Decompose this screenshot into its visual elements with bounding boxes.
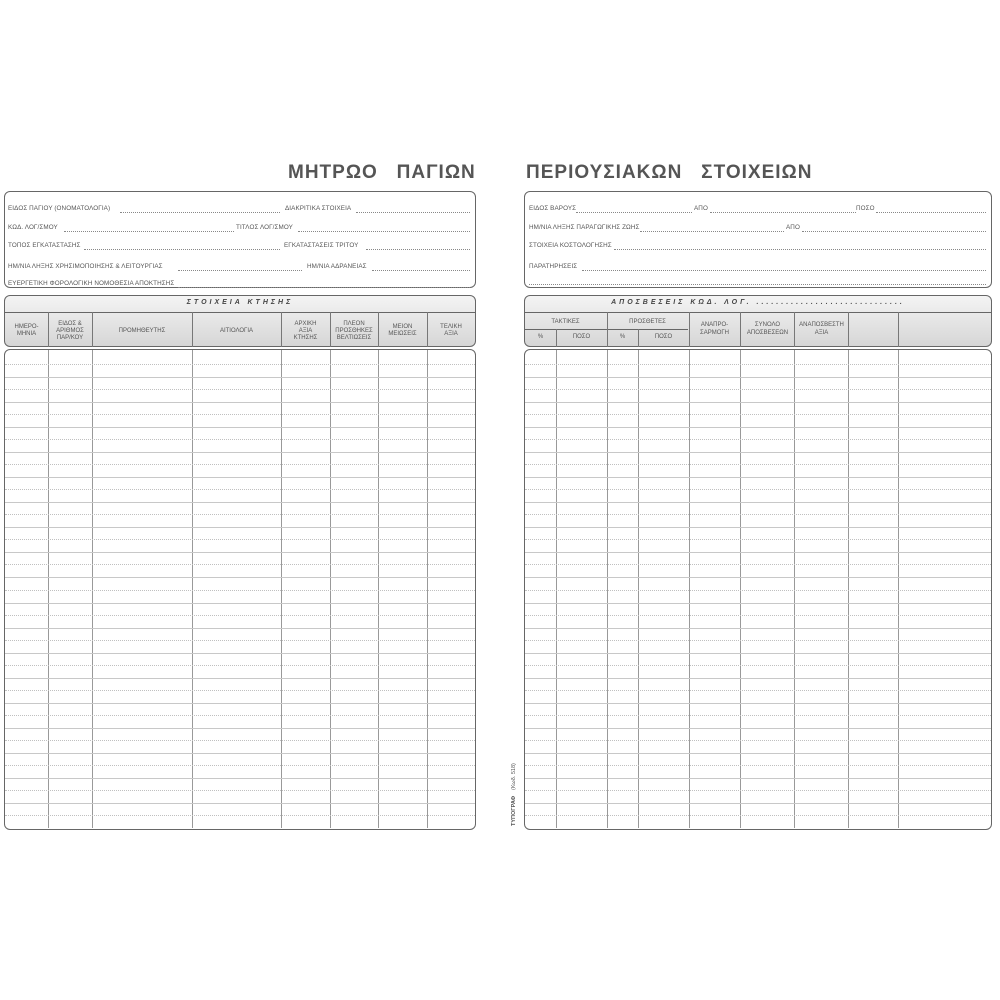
right-table-col-line bbox=[556, 350, 557, 828]
right-table-row-line[interactable] bbox=[525, 628, 991, 629]
left-table-row-line[interactable] bbox=[5, 728, 475, 729]
right-table-row-midline bbox=[525, 790, 991, 791]
form-title-right: ΠΕΡΙΟΥΣΙΑΚΩΝ ΣΤΟΙΧΕΙΩΝ bbox=[526, 162, 813, 183]
right-table-row-midline bbox=[525, 740, 991, 741]
left-table-row-line[interactable] bbox=[5, 527, 475, 528]
left-table-row-line[interactable] bbox=[5, 753, 475, 754]
left-col-header-1-line-2: ΜΗΝΙΑ bbox=[16, 331, 37, 337]
eidos-varous-label: ΕΙΔΟΣ ΒΑΡΟΥΣ bbox=[529, 205, 577, 212]
right-table-row-line[interactable] bbox=[525, 778, 991, 779]
nomothesia-field[interactable] bbox=[178, 287, 470, 288]
left-table-row-midline bbox=[5, 489, 475, 490]
aposveseis-title: ΑΠΟΣΒΕΣΕΙΣ ΚΩΔ. ΛΟΓ. .............................. bbox=[611, 299, 905, 306]
right-table-col-line bbox=[607, 350, 608, 828]
left-col-header-1-line-1: ΗΜΕΡΟ- bbox=[14, 324, 39, 330]
left-table-row-line[interactable] bbox=[5, 703, 475, 704]
paratiriseis-field[interactable] bbox=[582, 270, 986, 271]
right-table-row-midline bbox=[525, 765, 991, 766]
left-table-col-line bbox=[48, 350, 49, 828]
right-table-row-midline bbox=[525, 715, 991, 716]
left-col-header-2-line-1: ΕΙΔΟΣ & bbox=[58, 320, 82, 327]
synolo-line2: ΑΠΟΣΒΕΣΕΩΝ bbox=[746, 330, 789, 336]
left-col-header-4-line-1: ΑΙΤΙΟΛΟΓΙΑ bbox=[219, 327, 254, 334]
left-col-header-2-line-2: ΑΡΙΘΜΟΣ bbox=[56, 327, 84, 334]
eidos-pagiou-label: ΕΙΔΟΣ ΠΑΓΙΟΥ (ΟΝΟΜΑΤΟΛΟΓΙΑ) bbox=[8, 205, 111, 212]
egkatastaseis-label: ΕΓΚΑΤΑΣΤΑΣΕΙΣ ΤΡΙΤΟΥ bbox=[284, 242, 359, 249]
left-table-row-midline bbox=[5, 640, 475, 641]
publisher-mark: ΤΥΠΟΓΡΑΦ bbox=[511, 795, 517, 826]
left-table-row-line[interactable] bbox=[5, 678, 475, 679]
hmnia-adraneias-field[interactable] bbox=[372, 270, 470, 271]
left-table-row-line[interactable] bbox=[5, 377, 475, 378]
taktikes-pct-label: % bbox=[537, 334, 544, 340]
left-col-header-5-line-2: ΑΞΙΑ bbox=[298, 327, 313, 334]
left-table-row-line[interactable] bbox=[5, 603, 475, 604]
form-title-left: ΜΗΤΡΩΟ ΠΑΓΙΩΝ bbox=[288, 162, 476, 183]
right-table-row-midline bbox=[525, 514, 991, 515]
right-table-row-line[interactable] bbox=[525, 552, 991, 553]
paratiriseis-field-2[interactable] bbox=[529, 284, 986, 285]
left-table-row-line[interactable] bbox=[5, 628, 475, 629]
titlos-logarismou-field[interactable] bbox=[298, 231, 470, 232]
right-table-row-line[interactable] bbox=[525, 477, 991, 478]
right-table-row-line[interactable] bbox=[525, 527, 991, 528]
left-table-col-line bbox=[330, 350, 331, 828]
left-col-header-5-line-3: ΚΤΗΣΗΣ bbox=[293, 334, 318, 341]
taktikes-poso-label: ΠΟΣΟ bbox=[572, 334, 591, 340]
paratiriseis-label: ΠΑΡΑΤΗΡΗΣΕΙΣ bbox=[529, 263, 578, 270]
left-col-header-6-line-1: ΠΛΕΟΝ bbox=[343, 320, 365, 327]
left-table-row-midline bbox=[5, 690, 475, 691]
right-table-col-line bbox=[638, 350, 639, 828]
taktikes-label: ΤΑΚΤΙΚΕΣ bbox=[551, 319, 580, 325]
left-table-row-line[interactable] bbox=[5, 803, 475, 804]
header-divider bbox=[5, 312, 475, 313]
right-table-row-midline bbox=[525, 489, 991, 490]
left-table-row-midline bbox=[5, 790, 475, 791]
poso-label: ΠΟΣΟ bbox=[856, 205, 875, 212]
nomothesia-label: ΕΥΕΡΓΕΤΙΚΗ ΦΟΡΟΛΟΓΙΚΗ ΝΟΜΟΘΕΣΙΑ ΑΠΟΚΤΗΣΗΣ bbox=[8, 280, 175, 287]
apo2-label: ΑΠΟ bbox=[786, 224, 800, 231]
stoixeia-ktisis-title: ΣΤΟΙΧΕΙΑ ΚΤΗΣΗΣ bbox=[186, 299, 294, 306]
prosthetes-label: ΠΡΟΣΘΕΤΕΣ bbox=[629, 319, 666, 325]
right-table-row-line[interactable] bbox=[525, 803, 991, 804]
left-table-col-line bbox=[378, 350, 379, 828]
left-table-col-line bbox=[427, 350, 428, 828]
header-col-divider bbox=[898, 312, 899, 347]
right-table-row-midline bbox=[525, 615, 991, 616]
topos-label: ΤΟΠΟΣ ΕΓΚΑΤΑΣΤΑΣΗΣ bbox=[8, 242, 81, 249]
right-table-row-line[interactable] bbox=[525, 753, 991, 754]
right-table-row-line[interactable] bbox=[525, 402, 991, 403]
prosthetes-poso-label: ΠΟΣΟ bbox=[654, 334, 673, 340]
anaposvesti-line2: ΑΞΙΑ bbox=[814, 330, 829, 336]
right-table-row-midline bbox=[525, 414, 991, 415]
header-col-divider bbox=[740, 312, 741, 347]
left-table-row-midline bbox=[5, 740, 475, 741]
left-table-row-midline bbox=[5, 564, 475, 565]
right-table-col-line bbox=[848, 350, 849, 828]
left-col-header-3-line-1: ΠΡΟΜΗΘΕΥΤΗΣ bbox=[118, 327, 166, 334]
right-table-row-midline bbox=[525, 539, 991, 540]
left-col-header-6-line-2: ΠΡΟΣΘΗΚΕΣ bbox=[335, 327, 373, 334]
left-table-row-line[interactable] bbox=[5, 477, 475, 478]
left-col-header-2-line-3: ΠΑΡ/ΚΟΥ bbox=[56, 334, 84, 341]
left-table-row-midline bbox=[5, 364, 475, 365]
left-table-col-line bbox=[281, 350, 282, 828]
right-table-row-line[interactable] bbox=[525, 678, 991, 679]
left-table-row-line[interactable] bbox=[5, 653, 475, 654]
diakritika-label: ΔΙΑΚΡΙΤΙΚΑ ΣΤΟΙΧΕΙΑ bbox=[285, 205, 352, 212]
right-table-row-midline bbox=[525, 564, 991, 565]
kod-logarismou-label: ΚΩΔ. ΛΟΓ/ΣΜΟΥ bbox=[8, 224, 58, 231]
stoixeia-kost-field[interactable] bbox=[614, 249, 986, 250]
left-col-header-7-line-2: ΜΕΙΩΣΕΙΣ bbox=[388, 331, 417, 337]
right-table-col-line bbox=[898, 350, 899, 828]
right-table-row-line[interactable] bbox=[525, 427, 991, 428]
kod-logarismou-field[interactable] bbox=[64, 231, 234, 232]
header-sub-divider bbox=[556, 329, 557, 347]
right-table-row-midline bbox=[525, 439, 991, 440]
anaposvesti-line1: ΑΝΑΠΟΣΒΕΣΤΗ bbox=[799, 322, 844, 328]
right-table-row-midline bbox=[525, 665, 991, 666]
hmnia-lixis-zois-label: ΗΜ/ΝΙΑ ΛΗΞΗΣ ΠΑΡΑΓΩΓΙΚΗΣ ΖΩΗΣ bbox=[529, 224, 640, 231]
right-table-col-line bbox=[689, 350, 690, 828]
poso-field[interactable] bbox=[876, 212, 986, 213]
right-table-row-line[interactable] bbox=[525, 377, 991, 378]
left-col-header-5-line-1: ΑΡΧΙΚΗ bbox=[294, 320, 317, 327]
left-table-row-midline bbox=[5, 590, 475, 591]
right-table-row-line[interactable] bbox=[525, 502, 991, 503]
left-table-row-midline bbox=[5, 414, 475, 415]
right-table-row-midline bbox=[525, 590, 991, 591]
left-table-row-midline bbox=[5, 439, 475, 440]
right-table-row-midline bbox=[525, 640, 991, 641]
right-table-row-line[interactable] bbox=[525, 728, 991, 729]
left-table-row-midline bbox=[5, 389, 475, 390]
header-col-divider bbox=[848, 312, 849, 347]
left-table-row-midline bbox=[5, 464, 475, 465]
egkatastaseis-field[interactable] bbox=[366, 249, 470, 250]
left-table-row-midline bbox=[5, 815, 475, 816]
right-table-row-midline bbox=[525, 389, 991, 390]
hmnia-lixis-field[interactable] bbox=[178, 270, 302, 271]
hmnia-lixis-zois-field[interactable] bbox=[640, 231, 784, 232]
right-table-row-line[interactable] bbox=[525, 703, 991, 704]
left-table-row-midline bbox=[5, 665, 475, 666]
header-sub-divider bbox=[638, 329, 639, 347]
left-col-header-8-line-2: ΑΞΙΑ bbox=[444, 331, 458, 337]
eidos-varous-field[interactable] bbox=[576, 212, 692, 213]
left-col-header-8-line-1: ΤΕΛΙΚΗ bbox=[440, 324, 462, 330]
left-col-header-7-line-1: ΜΕΙΟΝ bbox=[392, 324, 413, 330]
header-col-divider bbox=[794, 312, 795, 347]
hmnia-adraneias-label: ΗΜ/ΝΙΑ ΑΔΡΑΝΕΙΑΣ bbox=[307, 263, 367, 270]
right-table-row-midline bbox=[525, 690, 991, 691]
right-table-row-midline bbox=[525, 815, 991, 816]
left-table-row-line[interactable] bbox=[5, 577, 475, 578]
right-table-col-line bbox=[740, 350, 741, 828]
left-table-row-line[interactable] bbox=[5, 502, 475, 503]
left-table-row-line[interactable] bbox=[5, 402, 475, 403]
left-table-row-midline bbox=[5, 514, 475, 515]
left-table-col-line bbox=[92, 350, 93, 828]
apo-label: ΑΠΟ bbox=[694, 205, 708, 212]
header-col-divider bbox=[607, 312, 608, 347]
left-table-col-line bbox=[192, 350, 193, 828]
left-table-row-midline bbox=[5, 715, 475, 716]
anaprosarmogi-line1: ΑΝΑΠΡΟ- bbox=[700, 322, 729, 328]
right-table-row-midline bbox=[525, 364, 991, 365]
right-table-row-midline bbox=[525, 464, 991, 465]
right-table-row-line[interactable] bbox=[525, 653, 991, 654]
right-table-col-line bbox=[794, 350, 795, 828]
left-table-row-midline bbox=[5, 539, 475, 540]
apo-field[interactable] bbox=[710, 212, 856, 213]
titlos-logarismou-label: ΤΙΤΛΟΣ ΛΟΓ/ΣΜΟΥ bbox=[236, 224, 293, 231]
eidos-pagiou-field[interactable] bbox=[120, 212, 280, 213]
topos-field[interactable] bbox=[84, 249, 280, 250]
right-table-row-line[interactable] bbox=[525, 452, 991, 453]
right-table-row-line[interactable] bbox=[525, 603, 991, 604]
left-table-row-line[interactable] bbox=[5, 452, 475, 453]
apo2-field[interactable] bbox=[802, 231, 986, 232]
left-table-row-line[interactable] bbox=[5, 552, 475, 553]
header-col-divider bbox=[689, 312, 690, 347]
left-table-row-line[interactable] bbox=[5, 427, 475, 428]
form-code: (Κωδ. 518) bbox=[511, 763, 517, 790]
prosthetes-pct-label: % bbox=[619, 334, 626, 340]
left-col-header-6-line-3: ΒΕΛΤΙΩΣΕΙΣ bbox=[336, 334, 372, 341]
header-divider bbox=[525, 312, 991, 313]
left-table-row-midline bbox=[5, 765, 475, 766]
left-table-row-line[interactable] bbox=[5, 778, 475, 779]
left-table-row-midline bbox=[5, 615, 475, 616]
diakritika-field[interactable] bbox=[356, 212, 470, 213]
right-info-box bbox=[524, 191, 992, 288]
synolo-line1: ΣΥΝΟΛΟ bbox=[754, 322, 781, 328]
hmnia-lixis-label: ΗΜ/ΝΙΑ ΛΗΞΗΣ ΧΡΗΣΙΜΟΠΟΙΗΣΗΣ & ΛΕΙΤΟΥΡΓΙΑΣ bbox=[8, 263, 163, 270]
right-table-row-line[interactable] bbox=[525, 577, 991, 578]
anaprosarmogi-line2: ΣΑΡΜΟΓΗ bbox=[699, 330, 729, 336]
stoixeia-kost-label: ΣΤΟΙΧΕΙΑ ΚΟΣΤΟΛΟΓΗΣΗΣ bbox=[529, 242, 612, 249]
